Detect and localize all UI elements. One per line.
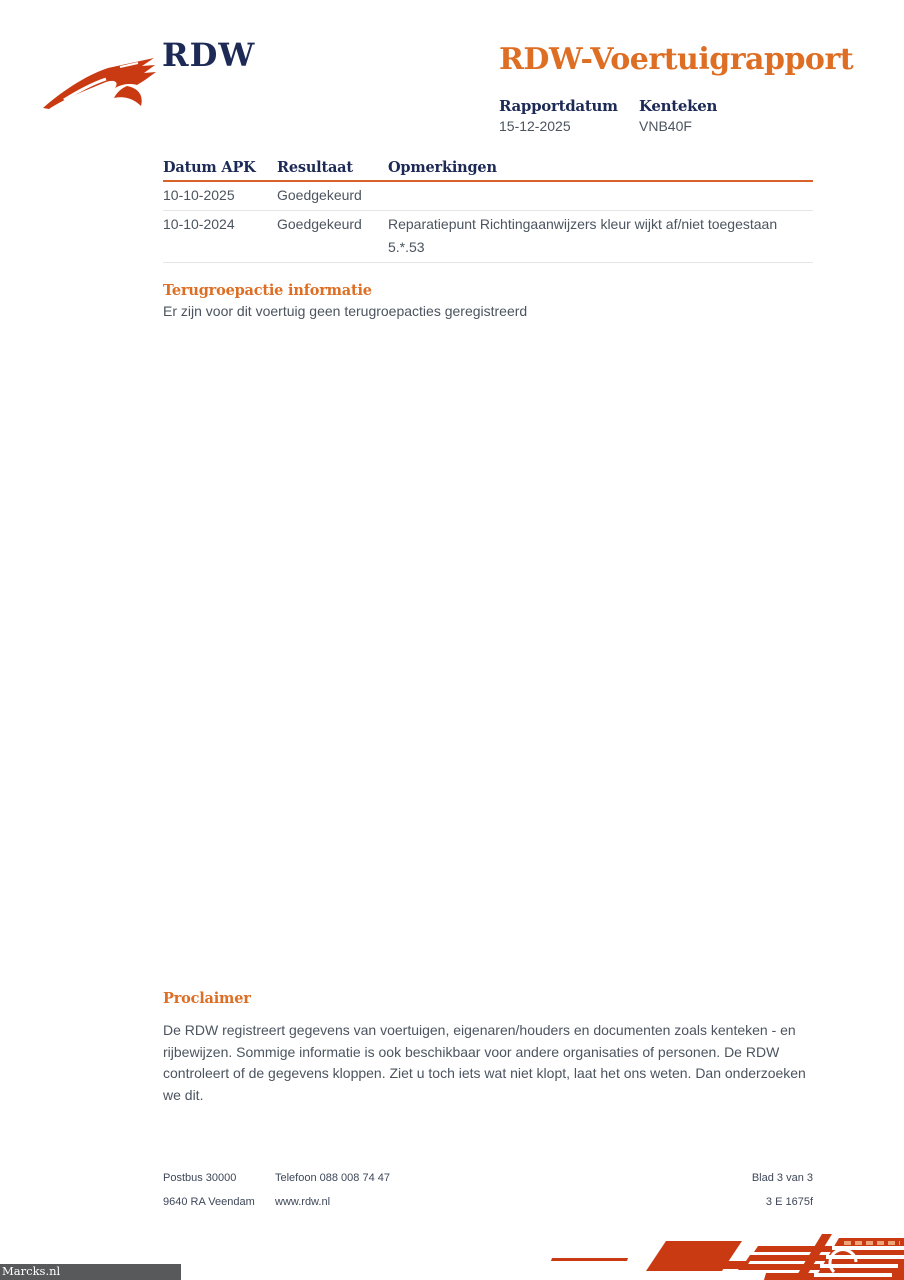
proclaimer-line: controleert of de gegevens kloppen. Ziet u toch iets wat niet klopt, laat het ons weten. Dan onderzoeken xyxy=(163,1065,806,1081)
footer-row xyxy=(163,1191,813,1215)
speed-stripes-watermark-icon xyxy=(514,1234,904,1280)
proclaimer-line: we dit. xyxy=(163,1086,204,1103)
proclaimer-line: rijbewijzen. Sommige informatie is ook beschikbaar voor andere organisaties of personen. De RDW xyxy=(163,1043,780,1060)
license-plate-value: VNB40F xyxy=(639,118,692,134)
proclaimer-line: De RDW registreert gegevens van voertuigen, eigenaren/houders en documenten zoals kenteken - en xyxy=(163,1022,796,1038)
cell-datum: 10-10-2024 xyxy=(163,216,235,232)
proclaimer-paragraph xyxy=(163,1020,806,1106)
table-row xyxy=(163,211,813,263)
cell-resultaat: Goedgekeurd xyxy=(277,187,362,203)
footer-row xyxy=(163,1167,813,1191)
page-title: RDW-Voertuigrapport xyxy=(499,42,854,77)
footer-website: www.rdw.nl xyxy=(275,1196,331,1208)
footer-city: 9640 RA Veendam xyxy=(163,1196,255,1208)
report-date-label: Rapportdatum xyxy=(499,97,618,115)
footer-postbus: Postbus 30000 xyxy=(163,1172,237,1184)
rdw-wordmark: RDW xyxy=(162,36,256,74)
rdw-feather-icon xyxy=(40,52,162,114)
column-header-resultaat: Resultaat xyxy=(277,159,353,176)
table-row xyxy=(163,182,813,211)
cell-opmerkingen xyxy=(388,185,813,206)
cell-datum: 10-10-2025 xyxy=(163,187,235,203)
column-header-opmerkingen: Opmerkingen xyxy=(388,159,497,176)
cell-opmerkingen xyxy=(388,214,813,258)
table-header-row xyxy=(163,159,813,182)
footer-form-code: 3 E 1675f xyxy=(765,1196,813,1208)
footer-page-indicator: Blad 3 van 3 xyxy=(751,1172,813,1184)
cell-resultaat: Goedgekeurd xyxy=(277,216,362,232)
remark-line-1: Reparatiepunt Richtingaanwijzers kleur wijkt af/niet toegestaan xyxy=(388,216,778,232)
proclaimer-heading: Proclaimer xyxy=(163,990,251,1007)
watermark-site-bar: Marcks.nl xyxy=(0,1264,181,1280)
remark-line-2: 5.*.53 xyxy=(388,239,425,255)
footer-phone: Telefoon 088 008 74 47 xyxy=(275,1172,390,1184)
page-footer xyxy=(163,1167,813,1215)
report-date-value: 15-12-2025 xyxy=(499,118,571,134)
license-plate-label: Kenteken xyxy=(639,97,718,115)
recall-section-body: Er zijn voor dit voertuig geen terugroepacties geregistreerd xyxy=(163,303,528,319)
column-header-datum-apk: Datum APK xyxy=(163,159,256,176)
apk-history-table xyxy=(163,159,813,263)
recall-section-heading: Terugroepactie informatie xyxy=(163,282,372,299)
